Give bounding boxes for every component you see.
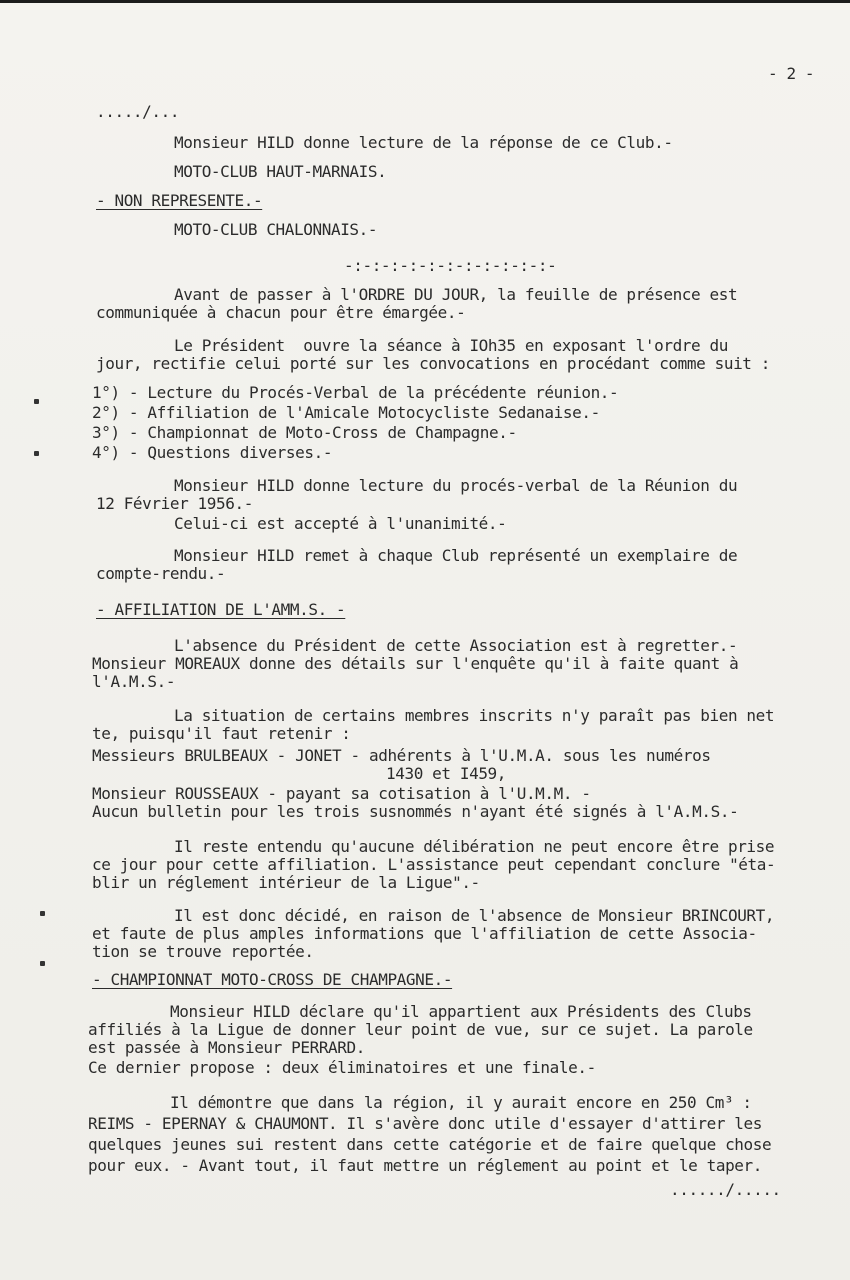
- continuation-marker-top: ...../...: [96, 102, 180, 121]
- text-line: Messieurs BRULBEAUX - JONET - adhérents à l'U.M.A. sous les numéros: [92, 746, 711, 765]
- text-line: l'A.M.S.-: [92, 672, 176, 691]
- separator-line: -:-:-:-:-:-:-:-:-:-:-:-: [344, 256, 557, 275]
- agenda-item-3: 3°) - Championnat de Moto-Cross de Champagne.-: [92, 423, 517, 442]
- text-line: REIMS - EPERNAY & CHAUMONT. Il s'avère donc utile d'essayer d'attirer les: [88, 1114, 762, 1133]
- text-line: L'absence du Président de cette Association est à regretter.-: [174, 636, 738, 655]
- text-line: tion se trouve reportée.: [92, 942, 314, 961]
- continuation-marker-bottom: ....../.....: [670, 1180, 781, 1199]
- text-line: Avant de passer à l'ORDRE DU JOUR, la feuille de présence est: [174, 285, 738, 304]
- page-number: - 2 -: [768, 64, 815, 83]
- text-line: Monsieur HILD remet à chaque Club représenté un exemplaire de: [174, 546, 738, 565]
- text-line: communiquée à chacun pour être émargée.-: [96, 303, 466, 322]
- text-line: Monsieur HILD donne lecture du procés-verbal de la Réunion du: [174, 476, 738, 495]
- text-line: MOTO-CLUB HAUT-MARNAIS.: [174, 162, 387, 181]
- text-line: blir un réglement intérieur de la Ligue".-: [92, 873, 480, 892]
- text-line: La situation de certains membres inscrits n'y paraît pas bien net: [174, 706, 775, 725]
- text-line: Monsieur HILD déclare qu'il appartient aux Présidents des Clubs: [170, 1002, 752, 1021]
- margin-mark: [34, 451, 39, 456]
- text-line: jour, rectifie celui porté sur les convocations en procédant comme suit :: [96, 354, 770, 373]
- section-heading-championnat: - CHAMPIONNAT MOTO-CROSS DE CHAMPAGNE.-: [92, 970, 453, 989]
- text-line: 1430 et I459,: [386, 764, 507, 783]
- text-line: quelques jeunes sui restent dans cette catégorie et de faire quelque chose: [88, 1135, 772, 1154]
- text-line: Ce dernier propose : deux éliminatoires et une finale.-: [88, 1058, 596, 1077]
- text-line: Il est donc décidé, en raison de l'absence de Monsieur BRINCOURT,: [174, 906, 775, 925]
- section-heading-affiliation: - AFFILIATION DE L'AMM.S. -: [96, 600, 346, 619]
- text-line: Monsieur HILD donne lecture de la réponse de ce Club.-: [174, 133, 673, 152]
- text-line: te, puisqu'il faut retenir :: [92, 724, 351, 743]
- text-line: Il démontre que dans la région, il y aurait encore en 250 Cm³ :: [170, 1093, 752, 1112]
- text-line: Le Président ouvre la séance à IOh35 en exposant l'ordre du: [174, 336, 728, 355]
- text-line: Il reste entendu qu'aucune délibération ne peut encore être prise: [174, 837, 775, 856]
- text-line: 12 Février 1956.-: [96, 494, 253, 513]
- text-line: et faute de plus amples informations que l'affiliation de cette Associa-: [92, 924, 757, 943]
- agenda-item-4: 4°) - Questions diverses.-: [92, 443, 333, 462]
- agenda-item-2: 2°) - Affiliation de l'Amicale Motocycliste Sedanaise.-: [92, 403, 600, 422]
- margin-mark: [40, 911, 45, 916]
- text-line: ce jour pour cette affiliation. L'assistance peut cependant conclure "éta-: [92, 855, 776, 874]
- text-line: Celui-ci est accepté à l'unanimité.-: [174, 514, 507, 533]
- section-heading-non-represente: - NON REPRESENTE.-: [96, 191, 263, 210]
- text-line: Aucun bulletin pour les trois susnommés n'ayant été signés à l'A.M.S.-: [92, 802, 739, 821]
- text-line: Monsieur MOREAUX donne des détails sur l'enquête qu'il à faite quant à: [92, 654, 739, 673]
- text-line: Monsieur ROUSSEAUX - payant sa cotisation à l'U.M.M. -: [92, 784, 591, 803]
- text-line: MOTO-CLUB CHALONNAIS.-: [174, 220, 378, 239]
- text-line: est passée à Monsieur PERRARD.: [88, 1038, 365, 1057]
- text-line: pour eux. - Avant tout, il faut mettre un réglement au point et le taper.: [88, 1156, 762, 1175]
- margin-mark: [40, 961, 45, 966]
- agenda-item-1: 1°) - Lecture du Procés-Verbal de la précédente réunion.-: [92, 383, 619, 402]
- margin-mark: [34, 399, 39, 404]
- text-line: compte-rendu.-: [96, 564, 226, 583]
- text-line: affiliés à la Ligue de donner leur point de vue, sur ce sujet. La parole: [88, 1020, 753, 1039]
